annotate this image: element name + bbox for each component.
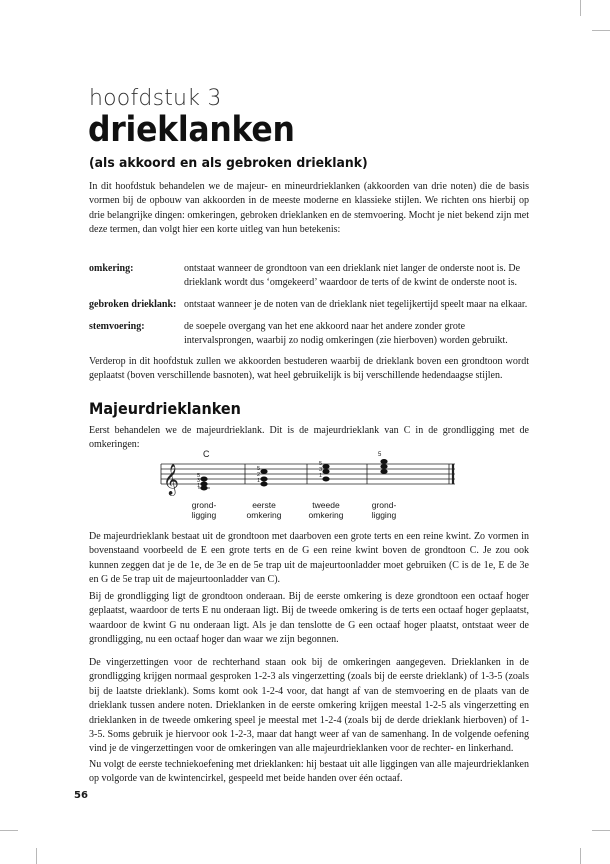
fingering-numbers: 5 2 1: [256, 466, 260, 484]
chord-label: eerste omkering: [246, 500, 282, 520]
definition-text: ontstaat wanneer je de noten van de drieklank niet tegelijkertijd speelt maar na elkaar.: [184, 299, 528, 310]
chapter-label: hoofdstuk 3: [89, 86, 222, 111]
definition-term: stemvoering:: [89, 321, 145, 332]
chord-label: tweede omkering: [308, 500, 344, 520]
definition-text: ontstaat wanneer de grondtoon van een drieklank niet langer de onderste noot is. De drieklank wordt dus ‘omgekeerd’ waardoor de terts of de kwint de onderste noot is.: [184, 263, 521, 289]
music-notation-figure: [155, 450, 465, 525]
chord-note-group: [322, 464, 329, 482]
chapter-title: drieklanken: [88, 110, 295, 150]
body-paragraph: Bij de grondligging ligt de grondtoon onderaan. Bij de eerste omkering is deze grondtoon een octaaf hoger geplaatst, waardoor de terts E nu onderaan ligt. Bij de tweede omkering is de terts een octaaf hoger geplaatst, waardoor de kwint G nu onderaan ligt. Als je dan tenslotte de G een octaaf hoger plaatst, ontstaat weer de grondligging, nu een octaaf hoger dan waar we zijn begonnen.: [89, 591, 529, 646]
section-lead: Eerst behandelen we de majeurdrieklank. Dit is de majeurdrieklank van C in de grondligging met de omkeringen:: [89, 425, 529, 451]
definition-text: de soepele overgang van het ene akkoord naar het andere zonder grote intervalsprongen, waarbij zo nodig omkeringen (zie hierboven) worden gebruikt.: [184, 321, 508, 347]
intro-paragraph: In dit hoofdstuk behandelen we de majeur- en mineurdrieklanken (akkoorden van drie noten) die de basis vormen bij de opbouw van akkoorden in de meeste moderne en klassieke stijlen. We richten ons hierbij op drie belangrijke dingen: omkeringen, gebroken drieklanken en de stemvoering. Mocht je niet bekend zijn met deze termen, dan volgt hier een korte uitleg van hun betekenis:: [89, 181, 529, 236]
fingering-numbers: 5: [378, 452, 382, 458]
fingering-numbers: 5 3 1: [196, 473, 200, 489]
chord-symbol: C: [203, 449, 210, 459]
treble-clef-icon: 𝄞: [163, 464, 179, 495]
fingering-numbers: 5 3 1: [318, 461, 322, 479]
crop-mark: [580, 0, 581, 16]
chapter-subtitle: (als akkoord en als gebroken drieklank): [89, 155, 368, 171]
chord-label: grond- ligging: [371, 500, 397, 520]
after-definitions-paragraph: Verderop in dit hoofdstuk zullen we akkoorden bestuderen waarbij de drieklank boven een grondtoon wordt geplaatst (boven verschillende basnoten), wat heel gebruikelijk is bij verschillende hedendaagse stijlen.: [89, 356, 529, 382]
crop-mark: [580, 848, 581, 864]
section-heading: Majeurdrieklanken: [89, 399, 241, 418]
crop-mark: [0, 830, 18, 831]
chord-note-group: [380, 459, 387, 474]
body-paragraph: Nu volgt de eerste techniekoefening met drieklanken: hij bestaat uit alle liggingen van alle majeurdrieklanken op volgorde van de kwintencirkel, gespeeld met beide handen over één octaaf.: [89, 759, 529, 785]
definition-gebroken-drieklank: [89, 298, 529, 314]
definition-stemvoering: [89, 320, 529, 350]
definition-omkering: [89, 262, 529, 292]
staff-svg: [155, 450, 465, 498]
page-number: 56: [74, 790, 88, 801]
body-paragraph: De vingerzettingen voor de rechterhand staan ook bij de omkeringen aangegeven. Drieklanken in de grondligging krijgen normaal gesproken 1-2-3 als vingerzetting (zoals bij de eerste drieklank) of 1-3-5 (zoals bij de laatste drieklank). Soms komt ook 1-2-4 voor, dat hangt af van de stemvoering en de plaats van de drieklank tussen andere noten. Drieklanken in de eerste omkering krijgen meestal 1-2-5 als vingerzetting en drieklanken in de tweede omkering speel je meestal met 1-2-4 (zoals bij de derde drieklank hierboven) of 1-3-5. Soms gebruik je hiervoor ook 1-2-3, maar dat hangt weer af van de samenhang. In de volgende oefening vind je de vingerzettingen voor de omkeringen van alle majeurdrieklanken voor de rechter- en linkerhand.: [89, 657, 529, 755]
chord-note-group: [260, 469, 267, 487]
crop-mark: [36, 848, 37, 864]
definition-term: omkering:: [89, 263, 134, 274]
definition-term: gebroken drieklank:: [89, 299, 177, 310]
body-paragraph: De majeurdrieklank bestaat uit de grondtoon met daarboven een grote terts en een reine kwint. Zo vormen in bovenstaand voorbeeld de E een grote terts en de G een reine kwint boven de grondtoon C. Je zou ook kunnen zeggen dat je de 1e, de 3e en de 5e trap uit de majeurtoonladder moet gebruiken (C is de 1e, E de 3e en G de 5e trap uit de majeurtoonladder van C).: [89, 531, 529, 586]
chord-label: grond- ligging: [191, 500, 217, 520]
crop-mark: [592, 30, 610, 31]
crop-mark: [592, 830, 610, 831]
